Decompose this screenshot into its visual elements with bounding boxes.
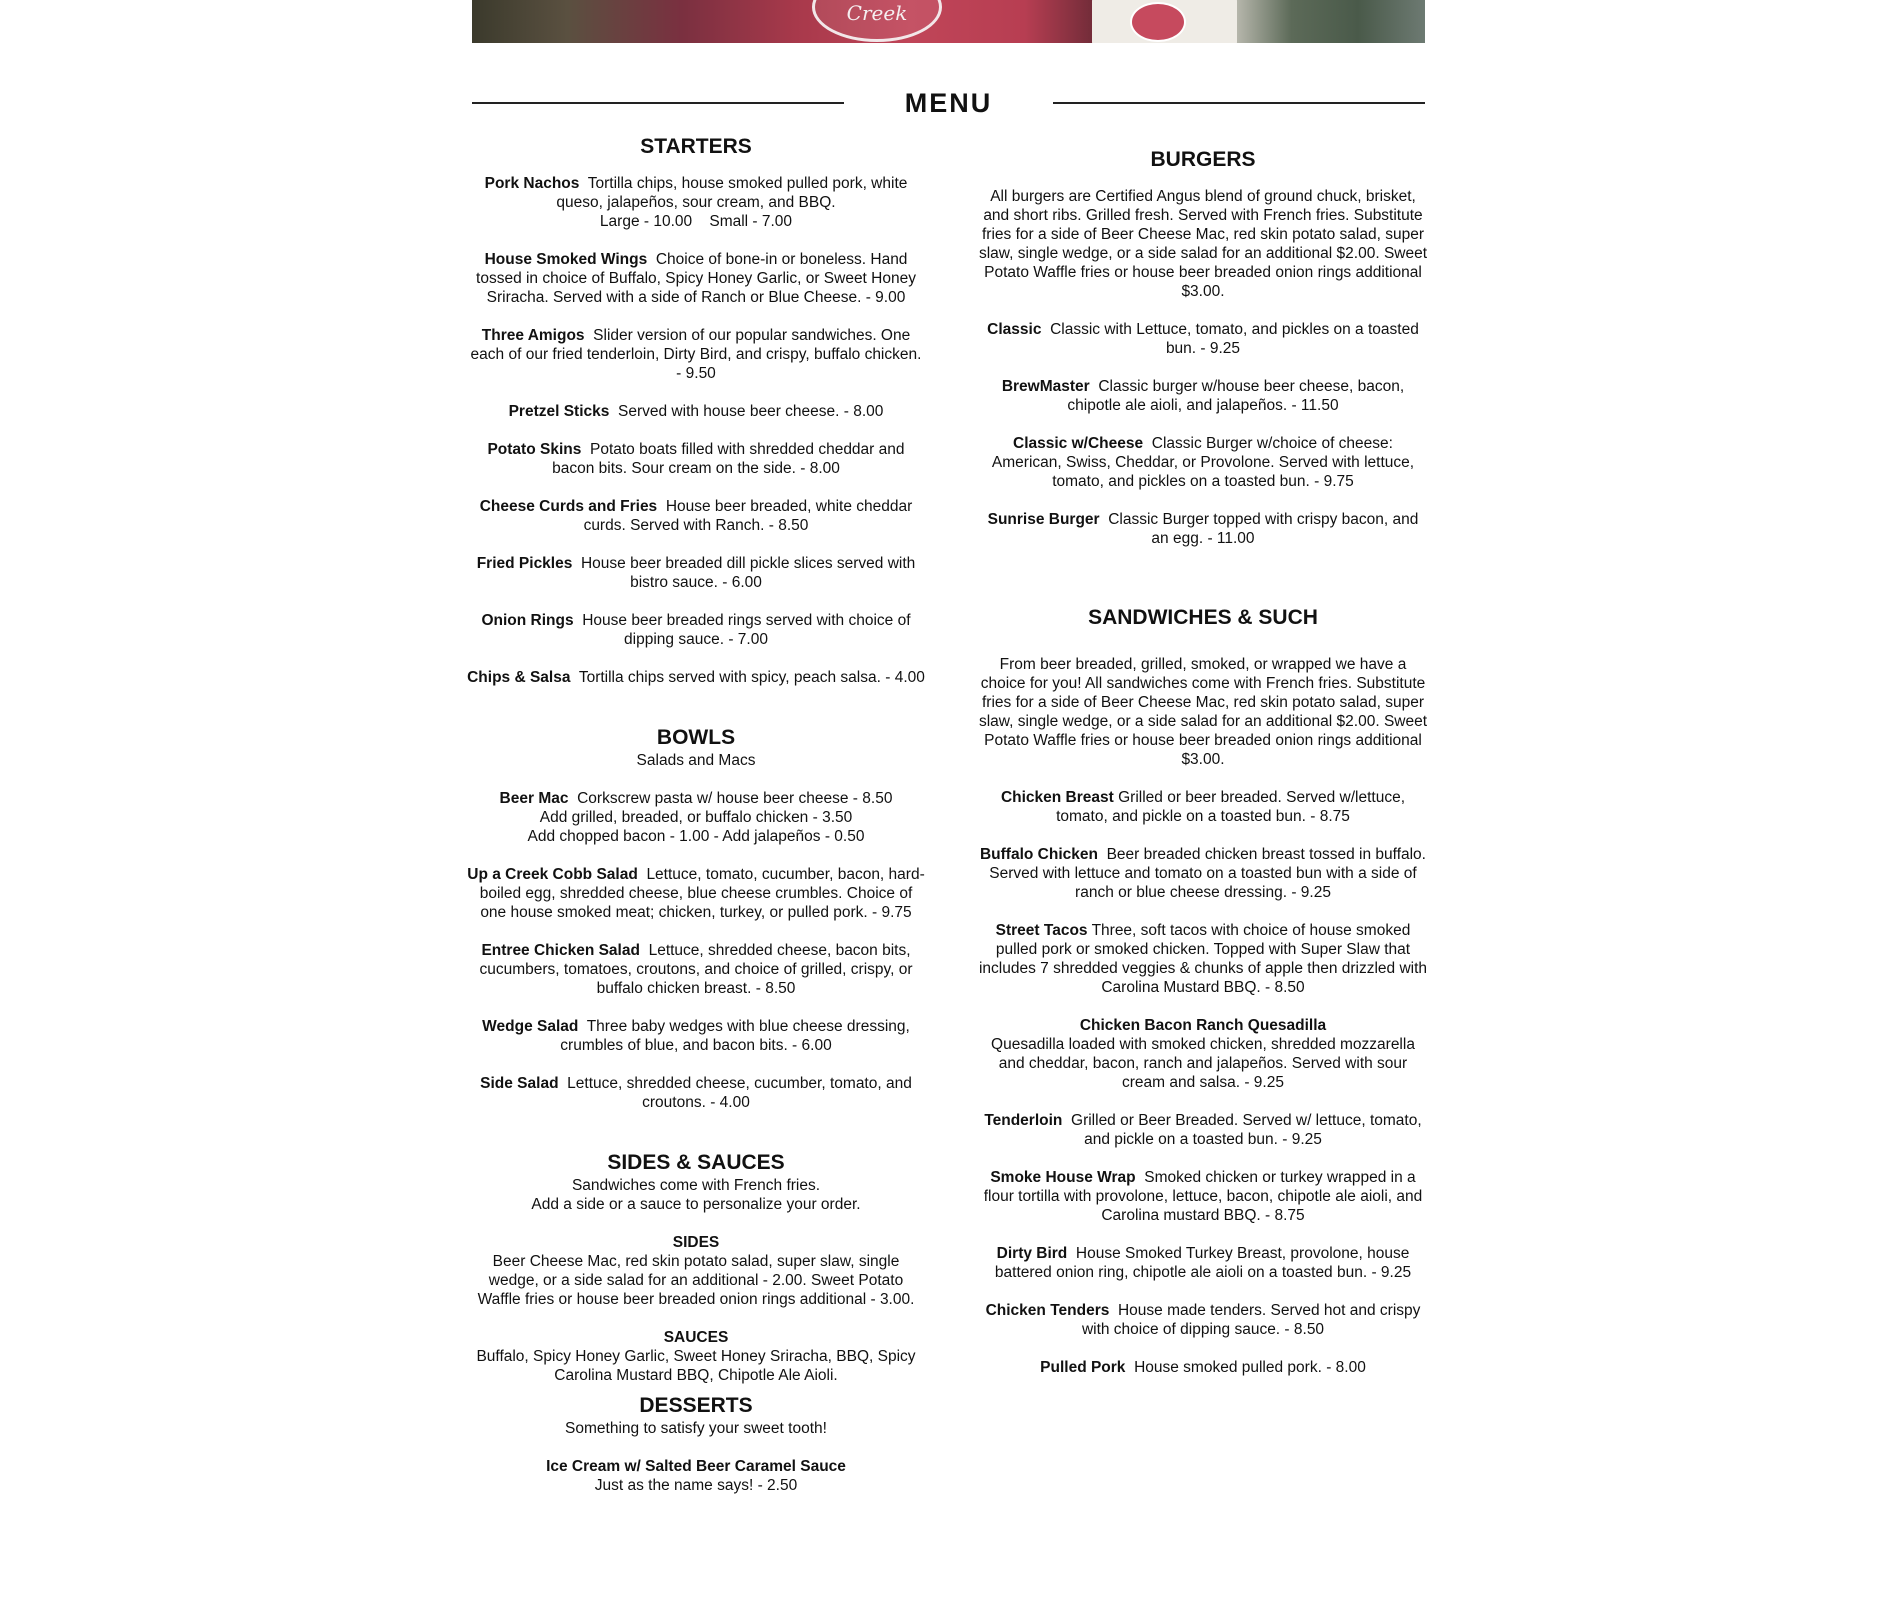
item-desc: Potato boats filled with shredded cheddar and bacon bits. Sour cream on the side. - 8.00 (552, 441, 905, 477)
section-intro: Sandwiches come with French fries. (571, 1177, 821, 1194)
item-name: Up a Creek Cobb Salad (467, 866, 638, 883)
item-name: Potato Skins (487, 441, 582, 458)
section-title-sides-sauces: SIDES & SAUCES (607, 1151, 785, 1174)
menu-item (978, 788, 1428, 826)
menu-item (978, 434, 1428, 491)
item-desc: Tortilla chips, house smoked pulled pork, white queso, jalapeños, sour cream, and BBQ. (556, 175, 908, 211)
section-title-desserts: DESSERTS (639, 1394, 753, 1417)
sauces-heading: SAUCES (663, 1329, 729, 1346)
brewery-logo-small (1130, 2, 1186, 42)
item-name: Chicken Breast (1000, 789, 1114, 806)
item-desc: Classic burger w/house beer cheese, bacon, chipotle ale aioli, and jalapeños. - 11.50 (1067, 378, 1405, 414)
item-name: Buffalo Chicken (979, 846, 1098, 863)
menu-item (466, 941, 926, 998)
menu-heading (472, 88, 1425, 118)
item-desc: Tortilla chips served with spicy, peach salsa. - 4.00 (578, 669, 925, 686)
item-desc: House made tenders. Served hot and crispy with choice of dipping sauce. - 8.50 (1081, 1302, 1421, 1338)
menu-item (466, 789, 926, 846)
menu-item (466, 1457, 926, 1495)
sides-text: Beer Cheese Mac, red skin potato salad, super slaw, single wedge, or a side salad for an additional - 2.00. Sweet Potato Waffle fries or house beer breaded onion rings additional - 3.00. (477, 1253, 915, 1308)
menu-item (466, 668, 926, 687)
item-name: Cheese Curds and Fries (479, 498, 658, 515)
divider-right (1053, 102, 1425, 104)
menu-item (978, 1168, 1428, 1225)
menu-right-column (978, 147, 1428, 1396)
menu-item (978, 320, 1428, 358)
item-name: House Smoked Wings (484, 251, 648, 268)
menu-item (978, 1358, 1428, 1377)
section-title-starters: STARTERS (640, 135, 752, 158)
item-desc: Served with house beer cheese. - 8.00 (618, 403, 884, 420)
menu-item (466, 402, 926, 421)
menu-item (466, 1074, 926, 1112)
section-intro: From beer breaded, grilled, smoked, or wrapped we have a choice for you! All sandwiches come with French fries. Substitute fries for a side of Beer Cheese Mac, red skin potato salad, super slaw, single wedge, or a side salad for an additional $2.00. Sweet Potato Waffle fries or house beer breaded onion rings additional $3.00. (978, 656, 1428, 768)
item-name: Wedge Salad (482, 1018, 579, 1035)
item-desc: Smoked chicken or turkey wrapped in a flour tortilla with provolone, lettuce, bacon, chipotle ale aioli, and Carolina mustard BBQ. - 8.75 (983, 1169, 1423, 1224)
divider-left (472, 102, 844, 104)
item-name: Classic (987, 321, 1042, 338)
item-desc: Lettuce, tomato, cucumber, bacon, hard-boiled egg, shredded cheese, blue cheese crumbles. Choice of one house smoked meat; chicken, turkey, or pulled pork. - 9.75 (479, 866, 925, 921)
item-name: Pretzel Sticks (508, 403, 610, 420)
item-name: Chicken Bacon Ranch Quesadilla (1079, 1017, 1327, 1034)
menu-item (466, 554, 926, 592)
item-name: Beer Mac (499, 790, 569, 807)
menu-item (978, 1301, 1428, 1339)
menu-item (466, 174, 926, 231)
item-name: Ice Cream w/ Salted Beer Caramel Sauce (546, 1458, 846, 1475)
section-intro: Add a side or a sauce to personalize your order. (531, 1196, 861, 1213)
item-name: Tenderloin (984, 1112, 1063, 1129)
item-desc: Quesadilla loaded with smoked chicken, shredded mozzarella and cheddar, bacon, ranch and jalapeños. Served with sour cream and salsa. - 9.25 (991, 1036, 1415, 1091)
menu-item (978, 921, 1428, 997)
item-name: Fried Pickles (476, 555, 573, 572)
item-desc: House smoked pulled pork. - 8.00 (1134, 1359, 1366, 1376)
item-name: Pulled Pork (1040, 1359, 1126, 1376)
item-desc: Classic Burger topped with crispy bacon, and an egg. - 11.00 (1108, 511, 1419, 547)
menu-item (978, 1244, 1428, 1282)
item-name: Classic w/Cheese (1013, 435, 1144, 452)
item-name: Smoke House Wrap (990, 1169, 1136, 1186)
menu-item (466, 865, 926, 922)
menu-item (978, 510, 1428, 548)
item-desc: House beer breaded dill pickle slices served with bistro sauce. - 6.00 (580, 555, 916, 591)
menu-item (978, 1016, 1428, 1092)
item-desc: Three baby wedges with blue cheese dressing, crumbles of blue, and bacon bits. - 6.00 (560, 1018, 910, 1054)
item-desc: Slider version of our popular sandwiches. One each of our fried tenderloin, Dirty Bird, and crispy, buffalo chicken. - 9.50 (470, 327, 922, 382)
item-addon: Add chopped bacon - 1.00 - Add jalapeños - 0.50 (527, 828, 865, 845)
menu-item (466, 326, 926, 383)
item-name: Pork Nachos (484, 175, 580, 192)
menu-left-column (466, 134, 926, 1514)
menu-item (466, 440, 926, 478)
item-desc: Grilled or beer breaded. Served w/lettuce, tomato, and pickle on a toasted bun. - 8.75 (1056, 789, 1406, 825)
item-desc: Just as the name says! - 2.50 (594, 1477, 798, 1494)
item-addon: Add grilled, breaded, or buffalo chicken - 3.50 (539, 809, 853, 826)
section-title-burgers: BURGERS (1150, 148, 1256, 171)
item-name: Onion Rings (481, 612, 574, 629)
item-desc: Three, soft tacos with choice of house smoked pulled pork or smoked chicken. Topped with Super Slaw that includes 7 shredded veggies & chunks of apple then drizzled with Carolina Mustard BBQ. - 8.50 (978, 922, 1428, 996)
item-desc: Lettuce, shredded cheese, cucumber, tomato, and croutons. - 4.00 (567, 1075, 912, 1111)
item-name: Sunrise Burger (987, 511, 1100, 528)
sides-heading: SIDES (672, 1234, 720, 1251)
menu-item (466, 497, 926, 535)
page-title: MENU (904, 88, 993, 118)
item-price: Large - 10.00 Small - 7.00 (599, 213, 793, 230)
section-title-sandwiches: SANDWICHES & SUCH (1088, 606, 1318, 629)
item-name: Chicken Tenders (985, 1302, 1110, 1319)
item-desc: Beer breaded chicken breast tossed in buffalo. Served with lettuce and tomato on a toasted bun with a side of ranch or blue cheese dressing. - 9.25 (989, 846, 1426, 901)
menu-item (466, 250, 926, 307)
item-name: Dirty Bird (996, 1245, 1068, 1262)
item-desc: Choice of bone-in or boneless. Hand tossed in choice of Buffalo, Spicy Honey Garlic, or Sweet Honey Sriracha. Served with a side of Ranch or Blue Cheese. - 9.00 (476, 251, 916, 306)
item-desc: Grilled or Beer Breaded. Served w/ lettuce, tomato, and pickle on a toasted bun. - 9.25 (1071, 1112, 1422, 1148)
item-name: Chips & Salsa (467, 669, 571, 686)
item-name: Three Amigos (481, 327, 585, 344)
item-name: Entree Chicken Salad (481, 942, 640, 959)
menu-item (978, 377, 1428, 415)
brewery-logo: Creek (812, 0, 942, 42)
item-desc: House beer breaded, white cheddar curds. Served with Ranch. - 8.50 (583, 498, 913, 534)
sauces-text: Buffalo, Spicy Honey Garlic, Sweet Honey Sriracha, BBQ, Spicy Carolina Mustard BBQ, Chipotle Ale Aioli. (476, 1348, 916, 1384)
item-desc: Lettuce, shredded cheese, bacon bits, cucumbers, tomatoes, croutons, and choice of grilled, crispy, or buffalo chicken breast. - 8.50 (479, 942, 913, 997)
item-desc: House Smoked Turkey Breast, provolone, house battered onion ring, chipotle ale aioli on a toasted bun. - 9.25 (994, 1245, 1412, 1281)
item-desc: Corkscrew pasta w/ house beer cheese - 8.50 (577, 790, 893, 807)
menu-item (978, 845, 1428, 902)
item-desc: House beer breaded rings served with choice of dipping sauce. - 7.00 (582, 612, 911, 648)
item-name: Street Tacos (995, 922, 1088, 939)
section-intro: All burgers are Certified Angus blend of ground chuck, brisket, and short ribs. Grilled fresh. Served with French fries. Substitute fries for a side of Beer Cheese Mac, red skin potato salad, super slaw, single wedge, or a side salad for an additional $2.00. Sweet Potato Waffle fries or house beer breaded onion rings additional $3.00. (978, 188, 1428, 300)
item-name: Side Salad (480, 1075, 559, 1092)
section-subtitle: Salads and Macs (636, 752, 756, 769)
section-subtitle: Something to satisfy your sweet tooth! (565, 1420, 827, 1437)
menu-item (466, 1017, 926, 1055)
menu-item (466, 611, 926, 649)
item-name: BrewMaster (1001, 378, 1090, 395)
section-title-bowls: BOWLS (656, 726, 736, 749)
hero-banner-photo (472, 0, 1425, 43)
item-desc: Classic Burger w/choice of cheese: American, Swiss, Cheddar, or Provolone. Served with lettuce, tomato, and pickles on a toasted bun. - 9.75 (991, 435, 1415, 490)
item-desc: Classic with Lettuce, tomato, and pickles on a toasted bun. - 9.25 (1050, 321, 1419, 357)
menu-item (978, 1111, 1428, 1149)
